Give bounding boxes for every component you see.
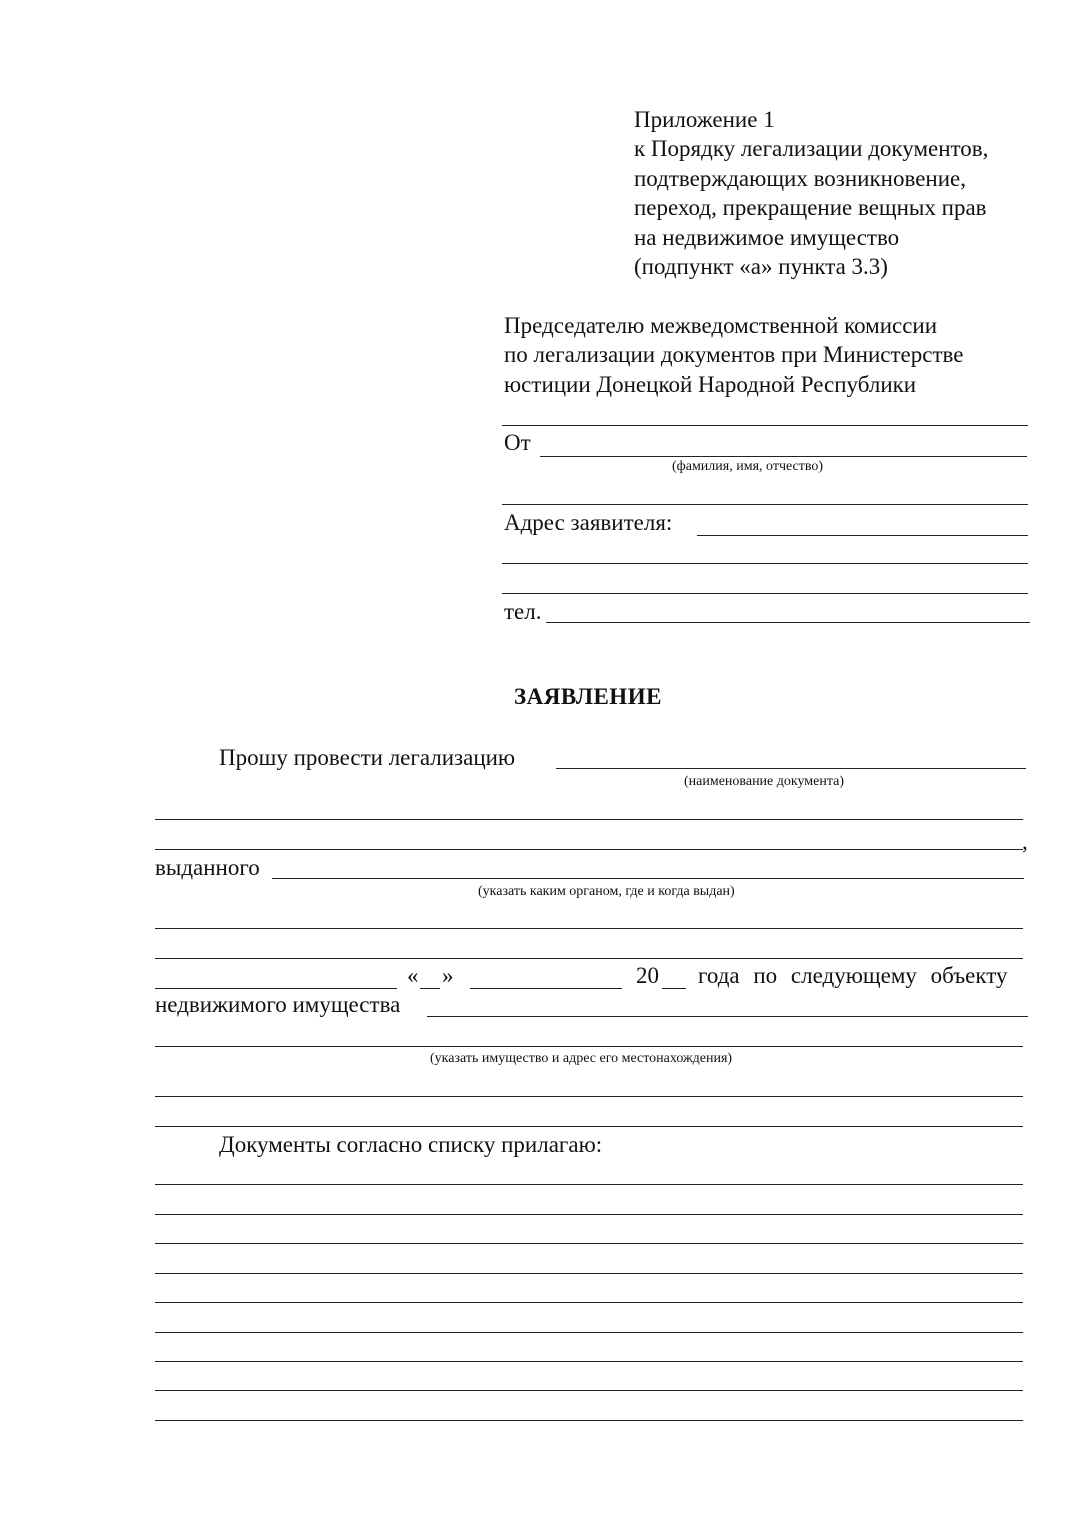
from-label: От [504,430,531,455]
year-prefix: 20 [636,963,659,988]
addressee-line-2: по легализации документов при Министерстве [504,342,964,367]
request-label: Прошу провести легализацию [219,745,516,770]
attachment-line[interactable] [155,1302,1023,1303]
date-tail-text: года по следующему объекту [698,963,1008,988]
addressee-line-1: Председателю межведомственной комиссии [504,313,938,338]
address-field[interactable] [697,535,1028,536]
date-prefix-field[interactable] [155,988,397,989]
address-field-line-2[interactable] [502,563,1028,564]
issued-line-3[interactable] [155,958,1023,959]
property-caption: (указать имущество и адрес его местонахождения) [430,1051,733,1066]
attachment-line[interactable] [155,1243,1023,1244]
issued-line-2[interactable] [155,928,1023,929]
date-quote-open: « [407,963,419,988]
attachment-line[interactable] [155,1390,1023,1391]
date-year-field[interactable] [662,988,686,989]
issued-label: выданного [155,855,260,880]
attached-label: Документы согласно списку прилагаю: [219,1132,603,1157]
appendix-line-6: (подпункт «а» пункта 3.3) [634,254,888,279]
document-caption: (наименование документа) [684,774,845,789]
appendix-line-4: переход, прекращение вещных прав [634,195,987,220]
property-line-4[interactable] [155,1126,1023,1127]
addressee-blank-line[interactable] [502,425,1028,426]
phone-label: тел. [504,599,542,624]
property-label: недвижимого имущества [155,992,401,1017]
addressee-line-3: юстиции Донецкой Народной Республики [504,372,917,397]
property-field[interactable] [427,1016,1028,1017]
appendix-line-2: к Порядку легализации документов, [634,136,989,161]
attachment-line[interactable] [155,1332,1023,1333]
address-label: Адрес заявителя: [504,510,673,535]
document-name-field[interactable] [556,768,1026,769]
fio-field-extra[interactable] [502,504,1028,505]
property-line-2[interactable] [155,1046,1023,1047]
appendix-line-5: на недвижимое имущество [634,225,900,250]
fio-caption: (фамилия, имя, отчество) [672,459,824,474]
comma-mark: , [1022,829,1028,854]
address-field-line-3[interactable] [502,593,1028,594]
document-title: ЗАЯВЛЕНИЕ [514,684,662,709]
attachment-line[interactable] [155,1420,1023,1421]
issued-field[interactable] [272,878,1024,879]
attachment-line[interactable] [155,1273,1023,1274]
issued-caption: (указать каким органом, где и когда выдан) [478,884,735,899]
appendix-line-1: Приложение 1 [634,107,775,132]
phone-field[interactable] [546,622,1030,623]
property-line-3[interactable] [155,1096,1023,1097]
attachment-line[interactable] [155,1214,1023,1215]
fio-field[interactable] [540,456,1027,457]
attachment-line[interactable] [155,1361,1023,1362]
appendix-line-3: подтверждающих возникновение, [634,166,966,191]
date-day-field[interactable] [420,988,440,989]
document-name-line-3[interactable] [155,849,1023,850]
attachment-line[interactable] [155,1184,1023,1185]
date-month-field[interactable] [470,988,622,989]
date-quote-close: » [442,963,454,988]
document-name-line-2[interactable] [155,819,1023,820]
